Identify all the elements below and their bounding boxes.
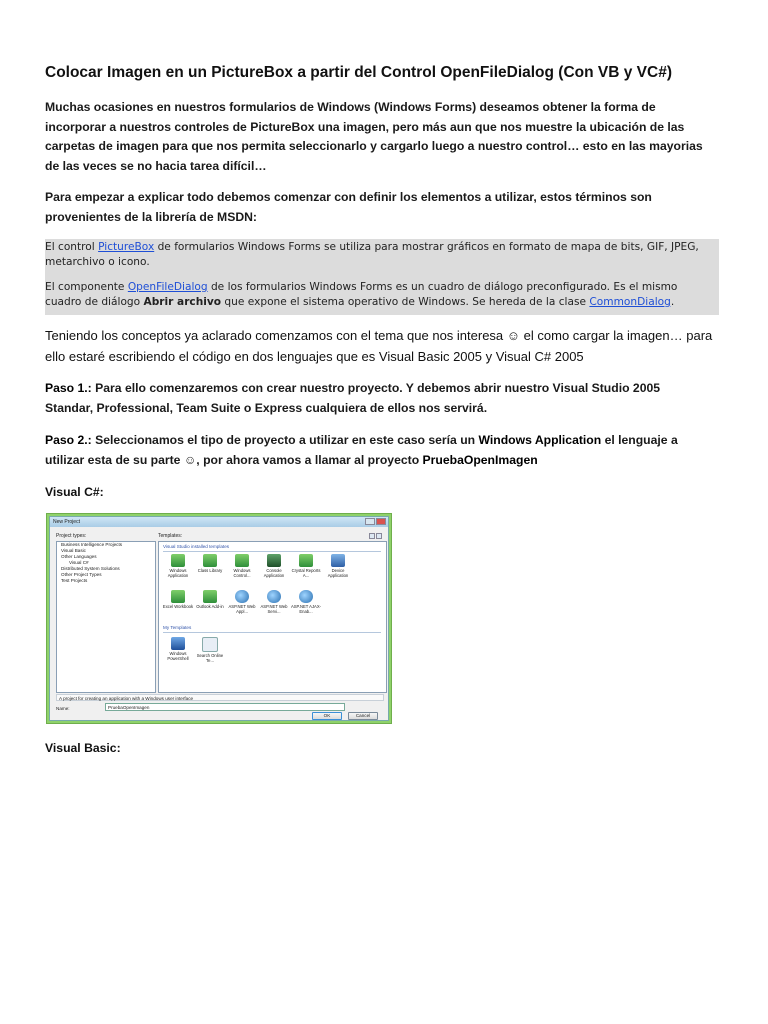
- tree-item: Visual Basic: [61, 548, 86, 553]
- tile-label: Console Application: [263, 568, 285, 578]
- openfiledialog-link[interactable]: OpenFileDialog: [127, 281, 208, 293]
- step2-text: Seleccionamos el tipo de proyecto a utilizar en este caso sería un: [91, 433, 479, 447]
- window-controls: [365, 518, 386, 526]
- crystal-reports-icon: [299, 554, 313, 567]
- step2-bold: PruebaOpenImagen: [422, 452, 538, 467]
- excel-workbook-icon: [171, 590, 185, 603]
- templates-label: Templates:: [158, 533, 183, 539]
- template-tile: [161, 637, 195, 661]
- quote-text: de los formularios Windows Forms es un cuadro de diálogo preconfigurado. Es el mismo cuadro de diálogo: [45, 281, 678, 308]
- step1-text: Para ello comenzaremos con crear nuestro proyecto. Y debemos abrir nuestro Visual Studio 2005 Standar, Professional, Team Suite o Express cualquiera de ellos nos servirá.: [45, 381, 661, 415]
- aspnet-ajax-icon: [299, 590, 313, 603]
- template-tile: [161, 554, 195, 578]
- template-tile: [225, 590, 259, 614]
- msdn-quote-block: [45, 239, 719, 315]
- dialog-titlebar: New Project: [50, 517, 388, 527]
- tile-label: ASP.NET Web Servi...: [260, 604, 288, 614]
- aspnet-web-app-icon: [235, 590, 249, 603]
- step2-paragraph: [45, 431, 705, 470]
- step2-bold: Windows Application: [478, 433, 602, 447]
- quote-text: de formularios Windows Forms se utiliza para mostrar gráficos en formato de mapa de bits, GIF, JPEG, metarchivo o icono.: [45, 241, 699, 268]
- outlook-addin-icon: [203, 590, 217, 603]
- tile-label: Device Application: [327, 568, 349, 578]
- name-label: Name:: [56, 706, 70, 711]
- template-tile: [225, 554, 259, 578]
- template-tile: [289, 554, 323, 578]
- quote-text: .: [670, 296, 675, 308]
- tile-label: Outlook Add-in: [196, 604, 224, 609]
- page-title: Colocar Imagen en un PictureBox a partir del Control OpenFileDialog (Con VB y VC#): [45, 64, 672, 81]
- template-tile: [161, 590, 195, 609]
- quote-text: El control: [45, 241, 99, 253]
- template-tile: [193, 590, 227, 609]
- tile-label: ASP.NET Web Appl...: [228, 604, 256, 614]
- quote-text: El componente: [45, 281, 128, 293]
- tree-item: Test Projects: [61, 578, 88, 583]
- picturebox-link[interactable]: PictureBox: [98, 241, 155, 253]
- concepts-paragraph: Teniendo los conceptos ya aclarado comenzamos con el tema que nos interesa ☺ el como cargar la imagen… para ello estaré escribiendo el código en dos lenguajes que es Visual Basic 2005 y Visual C# 2005: [45, 328, 713, 364]
- close-icon: [376, 518, 386, 525]
- visual-cs-heading: Visual C#:: [45, 485, 104, 499]
- step2-text: el lenguaje a utilizar esta de su parte ☺, por ahora vamos a llamar al proyecto: [45, 433, 678, 467]
- visual-basic-heading: Visual Basic:: [45, 741, 121, 755]
- help-icon: [365, 518, 375, 525]
- template-tile: [321, 554, 355, 578]
- template-tile: [193, 637, 227, 663]
- tile-label: Windows Control...: [233, 568, 251, 578]
- openfiledialog-definition: [45, 280, 715, 310]
- templates-panel: [158, 541, 387, 693]
- project-types-label: Project types:: [56, 533, 87, 539]
- console-app-icon: [267, 554, 281, 567]
- step1-label: Paso 1.:: [45, 381, 92, 395]
- my-templates-label: My Templates: [163, 625, 192, 630]
- divider: [163, 551, 381, 552]
- search-online-icon: [202, 637, 218, 652]
- aspnet-web-service-icon: [267, 590, 281, 603]
- view-buttons: [369, 533, 382, 539]
- new-project-dialog: [49, 516, 389, 721]
- picturebox-definition: [45, 240, 715, 270]
- tile-label: Excel Workbook: [162, 604, 194, 609]
- tile-label: Class Library: [197, 568, 223, 573]
- intro-paragraph: Muchas ocasiones en nuestros formularios de Windows (Windows Forms) deseamos obtener la forma de incorporar a nuestros controles de PictureBox una imagen, pero más aun que nos muestre la ubicación de las carpetas de imagen para que nos permita seleccionarlo y cargarlo luego a nuestro control… esto en las mayorias de las veces se no hacia tarea difícil…: [45, 100, 703, 173]
- tree-item: Business Intelligence Projects: [61, 542, 123, 547]
- large-icons-icon: [369, 533, 375, 539]
- template-tile: [257, 554, 291, 578]
- tree-item: Other Languages: [61, 554, 97, 559]
- definitions-paragraph: Para empezar a explicar todo debemos comenzar con definir los elementos a utilizar, estos términos son provenientes de la librería de MSDN:: [45, 190, 652, 224]
- template-tile: [257, 590, 291, 614]
- template-tile: [193, 554, 227, 573]
- step2-label: Paso 2.:: [45, 433, 92, 447]
- new-project-screenshot: [46, 513, 392, 724]
- cancel-button: Cancel: [348, 712, 378, 720]
- windows-control-icon: [235, 554, 249, 567]
- tree-item: Distributed System Solutions: [61, 566, 120, 571]
- step1-paragraph: [45, 379, 705, 418]
- divider: [163, 632, 381, 633]
- project-types-tree: [56, 541, 156, 693]
- tile-label: Crystal Reports A...: [291, 568, 321, 578]
- class-library-icon: [203, 554, 217, 567]
- template-description: A project for creating an application with a Windows user interface: [56, 694, 384, 701]
- tile-label: Windows PowerShell: [167, 651, 189, 661]
- device-app-icon: [331, 554, 345, 567]
- commondialog-link[interactable]: CommonDialog: [589, 296, 671, 308]
- small-icons-icon: [376, 533, 382, 539]
- installed-templates-label: Visual Studio installed templates: [163, 544, 230, 549]
- ok-button: OK: [312, 712, 342, 720]
- abrir-archivo-bold: Abrir archivo: [143, 296, 222, 308]
- tree-item: Visual C#: [69, 560, 89, 565]
- tile-label: Search Online Te...: [196, 653, 224, 663]
- windows-app-icon: [171, 554, 185, 567]
- powershell-icon: [171, 637, 185, 650]
- tree-item: Other Project Types: [61, 572, 102, 577]
- template-tile: [289, 590, 323, 614]
- name-input: PruebaOpenImagen: [105, 703, 345, 711]
- tile-label: ASP.NET AJAX-Enab...: [290, 604, 322, 614]
- tile-label: Windows Application: [167, 568, 189, 578]
- quote-text: que expone el sistema operativo de Windows. Se hereda de la clase: [221, 296, 590, 308]
